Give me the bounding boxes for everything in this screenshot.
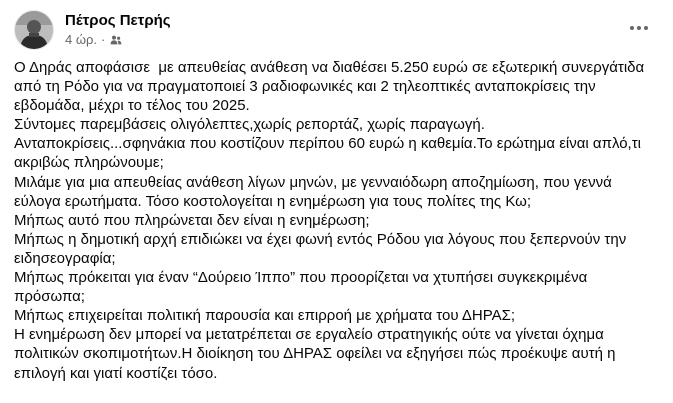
timestamp[interactable]: 4 ώρ. (65, 32, 97, 47)
post-header (14, 10, 659, 54)
separator-dot: · (101, 32, 106, 47)
avatar[interactable] (14, 10, 54, 50)
post-text: Ο Δηράς αποφάσισε με απευθείας ανάθεση να διαθέσει 5.250 ευρώ σε εξωτερική συνεργάτιδα από τη Ρόδο για να πραγματοποιεί 3 ραδιοφωνικές και 2 τηλεοπτικές ανταποκρίσεις την εβδομάδα, μέχρι το τέλος του 2025. Σύντομες παρεμβάσεις ολιγόλεπτες,χωρίς ρεπορτάζ, χωρίς παραγωγή. Ανταποκρίσεις...σφηνάκια που κοστίζουν περίπου 60 ευρώ η καθεμία.Το ερώτημα είναι απλό,τι ακριβώς πληρώνουμε; Μιλάμε για μια απευθείας ανάθεση λίγων μηνών, με γενναιόδωρη αποζημίωση, που γεννά εύλογα ερωτήματα. Τόσο κοστολογείται η ενημέρωση για τους πολίτες της Κω; Μήπως αυτό που πληρώνεται δεν είναι η ενημέρωση; Μήπως η δημοτική αρχή επιδιώκει να έχει φωνή εντός Ρόδου για λόγους που ξεπερνούν την ειδησεογραφία; Μήπως πρόκειται για έναν “Δούρειο Ίππο” που προορίζεται να χτυπήσει συγκεκριμένα πρόσωπα; Μήπως επιχειρείται πολιτική παρουσία και επιρροή με χρήματα του ΔΗΡΑΣ; Η ενημέρωση δεν μπορεί να μετατρέπεται σε εργαλείο στρατηγικής ούτε να γίνεται όχημα πολιτικών σκοπιμοτήτων.Η διοίκηση του ΔΗΡΑΣ οφείλει να εξηγήσει πώς προέκυψε αυτή η επιλογή και γιατί κοστίζει τόσο. (14, 59, 645, 382)
author-name[interactable]: Πέτρος Πετρής (65, 12, 171, 29)
post-subline (65, 32, 171, 48)
friends-icon[interactable] (110, 34, 122, 46)
avatar-photo (15, 11, 53, 49)
post-meta (65, 10, 171, 48)
more-options-icon (629, 25, 649, 31)
more-options-button[interactable] (625, 14, 653, 42)
